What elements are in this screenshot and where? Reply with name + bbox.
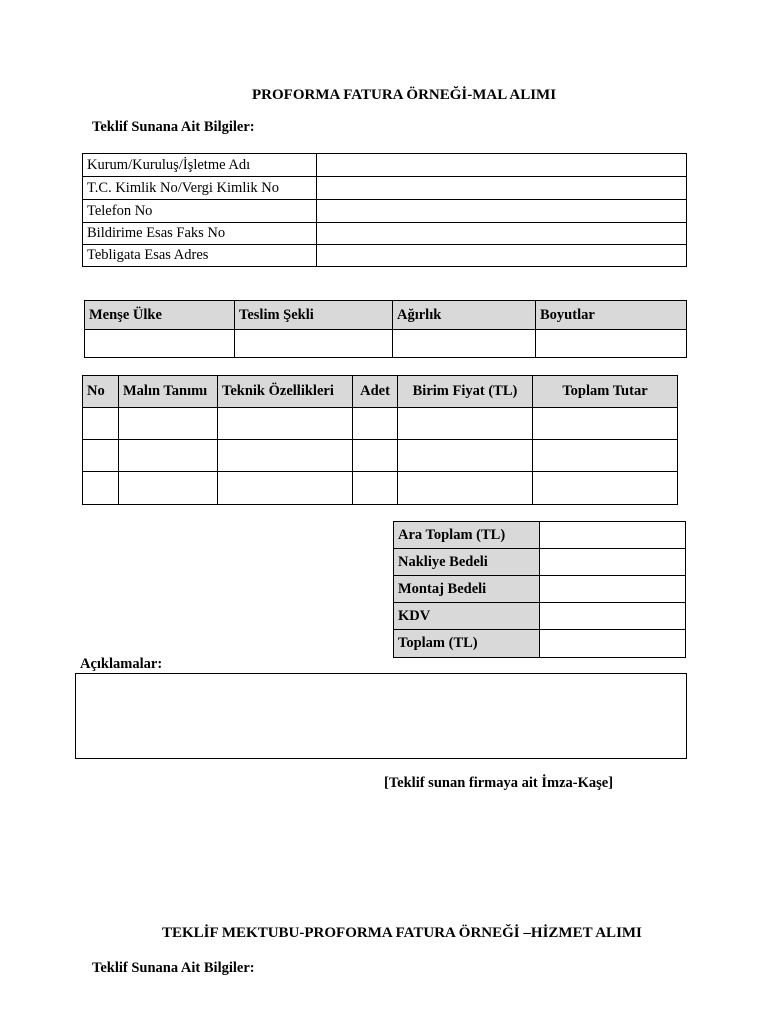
bidder-field-label: Tebligata Esas Adres: [83, 245, 317, 267]
item-cell[interactable]: [533, 472, 678, 505]
item-cell[interactable]: [398, 472, 533, 505]
table-header-row: [83, 376, 678, 408]
table-row: [83, 177, 687, 200]
items-header-no: No: [83, 376, 119, 408]
item-cell[interactable]: [353, 408, 398, 440]
table-row: [394, 603, 686, 630]
items-header-specs: Teknik Özellikleri: [218, 376, 353, 408]
shipping-header-dimensions: Boyutlar: [536, 301, 687, 330]
table-row: [394, 522, 686, 549]
table-header-row: [85, 301, 687, 330]
shipping-delivery-input[interactable]: [235, 330, 393, 358]
table-row: [83, 440, 678, 472]
item-cell[interactable]: [119, 440, 218, 472]
notes-label: Açıklamalar:: [80, 656, 163, 672]
shipping-table: [84, 300, 687, 358]
totals-input[interactable]: [540, 549, 686, 576]
table-row: [394, 576, 686, 603]
items-header-quantity: Adet: [353, 376, 398, 408]
item-cell[interactable]: [353, 472, 398, 505]
totals-input[interactable]: [540, 522, 686, 549]
items-header-unit-price: Birim Fiyat (TL): [398, 376, 533, 408]
bidder-field-input[interactable]: [317, 200, 687, 223]
item-cell[interactable]: [218, 408, 353, 440]
table-row: [83, 154, 687, 177]
item-cell[interactable]: [83, 472, 119, 505]
shipping-header-delivery: Teslim Şekli: [235, 301, 393, 330]
item-cell[interactable]: [353, 440, 398, 472]
table-row: [83, 200, 687, 223]
item-cell[interactable]: [398, 408, 533, 440]
totals-label: Toplam (TL): [394, 630, 540, 658]
shipping-header-origin: Menşe Ülke: [85, 301, 235, 330]
shipping-header-weight: Ağırlık: [393, 301, 536, 330]
shipping-weight-input[interactable]: [393, 330, 536, 358]
totals-table: [393, 521, 686, 658]
bidder-info-heading: Teklif Sunana Ait Bilgiler:: [92, 119, 255, 135]
item-cell[interactable]: [83, 408, 119, 440]
bidder-field-label: T.C. Kimlik No/Vergi Kimlik No: [83, 177, 317, 200]
page-title: PROFORMA FATURA ÖRNEĞİ-MAL ALIMI: [252, 87, 557, 103]
section2-bidder-heading: Teklif Sunana Ait Bilgiler:: [92, 960, 255, 976]
table-row: [83, 245, 687, 267]
items-header-description: Malın Tanımı: [119, 376, 218, 408]
item-cell[interactable]: [533, 440, 678, 472]
bidder-field-input[interactable]: [317, 154, 687, 177]
bidder-info-table: [82, 153, 687, 267]
bidder-field-input[interactable]: [317, 177, 687, 200]
table-row: [83, 408, 678, 440]
item-cell[interactable]: [218, 440, 353, 472]
table-row: [83, 472, 678, 505]
totals-input[interactable]: [540, 603, 686, 630]
items-header-total: Toplam Tutar: [533, 376, 678, 408]
totals-input[interactable]: [540, 630, 686, 658]
table-row: [394, 549, 686, 576]
bidder-field-input[interactable]: [317, 245, 687, 267]
table-row: [85, 330, 687, 358]
totals-label: Ara Toplam (TL): [394, 522, 540, 549]
item-cell[interactable]: [83, 440, 119, 472]
totals-input[interactable]: [540, 576, 686, 603]
totals-label: KDV: [394, 603, 540, 630]
item-cell[interactable]: [218, 472, 353, 505]
item-cell[interactable]: [119, 408, 218, 440]
totals-label: Nakliye Bedeli: [394, 549, 540, 576]
signature-note: [Teklif sunan firmaya ait İmza-Kaşe]: [384, 775, 614, 791]
notes-textarea[interactable]: [75, 673, 687, 759]
bidder-field-label: Telefon No: [83, 200, 317, 223]
shipping-dimensions-input[interactable]: [536, 330, 687, 358]
table-row: [394, 630, 686, 658]
section2-title: TEKLİF MEKTUBU-PROFORMA FATURA ÖRNEĞİ –HİZMET ALIMI: [162, 925, 642, 941]
bidder-field-label: Bildirime Esas Faks No: [83, 223, 317, 245]
bidder-field-input[interactable]: [317, 223, 687, 245]
items-table: [82, 375, 678, 505]
table-row: [83, 223, 687, 245]
item-cell[interactable]: [533, 408, 678, 440]
item-cell[interactable]: [398, 440, 533, 472]
bidder-field-label: Kurum/Kuruluş/İşletme Adı: [83, 154, 317, 177]
totals-label: Montaj Bedeli: [394, 576, 540, 603]
item-cell[interactable]: [119, 472, 218, 505]
shipping-origin-input[interactable]: [85, 330, 235, 358]
